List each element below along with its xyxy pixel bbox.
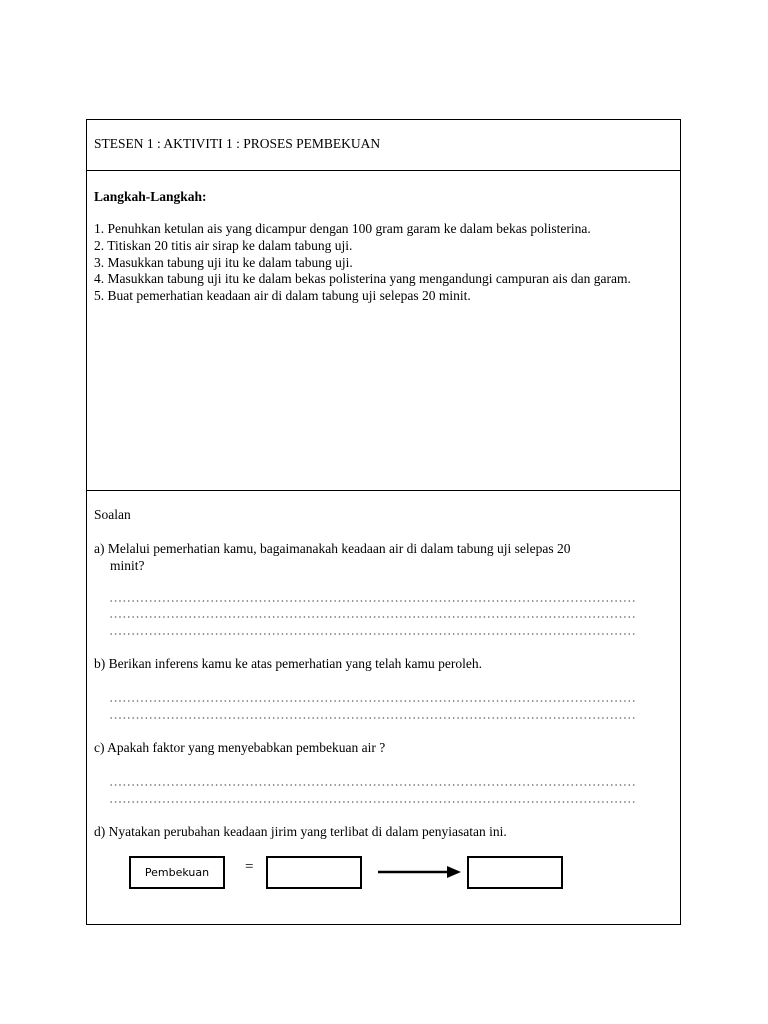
step-2: 2. Titiskan 20 titis air sirap ke dalam tabung uji.	[94, 237, 353, 253]
final-state-answer-box[interactable]	[467, 856, 563, 889]
station-header	[87, 120, 680, 171]
initial-state-answer-box[interactable]	[266, 856, 362, 889]
questions-section	[87, 491, 680, 926]
steps-heading: Langkah-Langkah:	[94, 189, 207, 204]
questions-heading: Soalan	[94, 507, 131, 522]
station-title: STESEN 1 : AKTIVITI 1 : PROSES PEMBEKUAN	[94, 136, 381, 151]
steps-section	[87, 171, 680, 491]
answer-line-b1[interactable]	[109, 700, 635, 702]
answer-line-a1[interactable]	[109, 600, 635, 602]
answer-line-a3[interactable]	[109, 633, 635, 635]
step-4: 4. Masukkan tabung uji itu ke dalam bekas polisterina yang mengandungi campuran ais dan garam.	[94, 271, 631, 287]
right-arrow-icon	[377, 864, 462, 880]
answer-line-a2[interactable]	[109, 616, 635, 618]
question-c: c) Apakah faktor yang menyebabkan pembekuan air ?	[94, 740, 386, 755]
question-a-line1: a) Melalui pemerhatian kamu, bagaimanakah keadaan air di dalam tabung uji selepas 20	[94, 541, 571, 556]
question-a-line2: minit?	[110, 557, 145, 573]
step-1: 1. Penuhkan ketulan ais yang dicampur dengan 100 gram garam ke dalam bekas polisterina.	[94, 221, 591, 236]
question-b: b) Berikan inferens kamu ke atas pemerhatian yang telah kamu peroleh.	[94, 656, 482, 671]
answer-line-c2[interactable]	[109, 801, 635, 803]
answer-line-c1[interactable]	[109, 784, 635, 786]
step-5: 5. Buat pemerhatian keadaan air di dalam tabung uji selepas 20 minit.	[94, 288, 471, 304]
worksheet	[86, 119, 681, 925]
step-3: 3. Masukkan tabung uji itu ke dalam tabung uji.	[94, 254, 353, 270]
freezing-label-box: Pembekuan	[129, 856, 225, 889]
steps-list	[94, 221, 674, 305]
equals-sign: =	[245, 859, 254, 875]
question-d: d) Nyatakan perubahan keadaan jirim yang terlibat di dalam penyiasatan ini.	[94, 824, 507, 839]
answer-line-b2[interactable]	[109, 717, 635, 719]
question-a	[94, 541, 664, 575]
